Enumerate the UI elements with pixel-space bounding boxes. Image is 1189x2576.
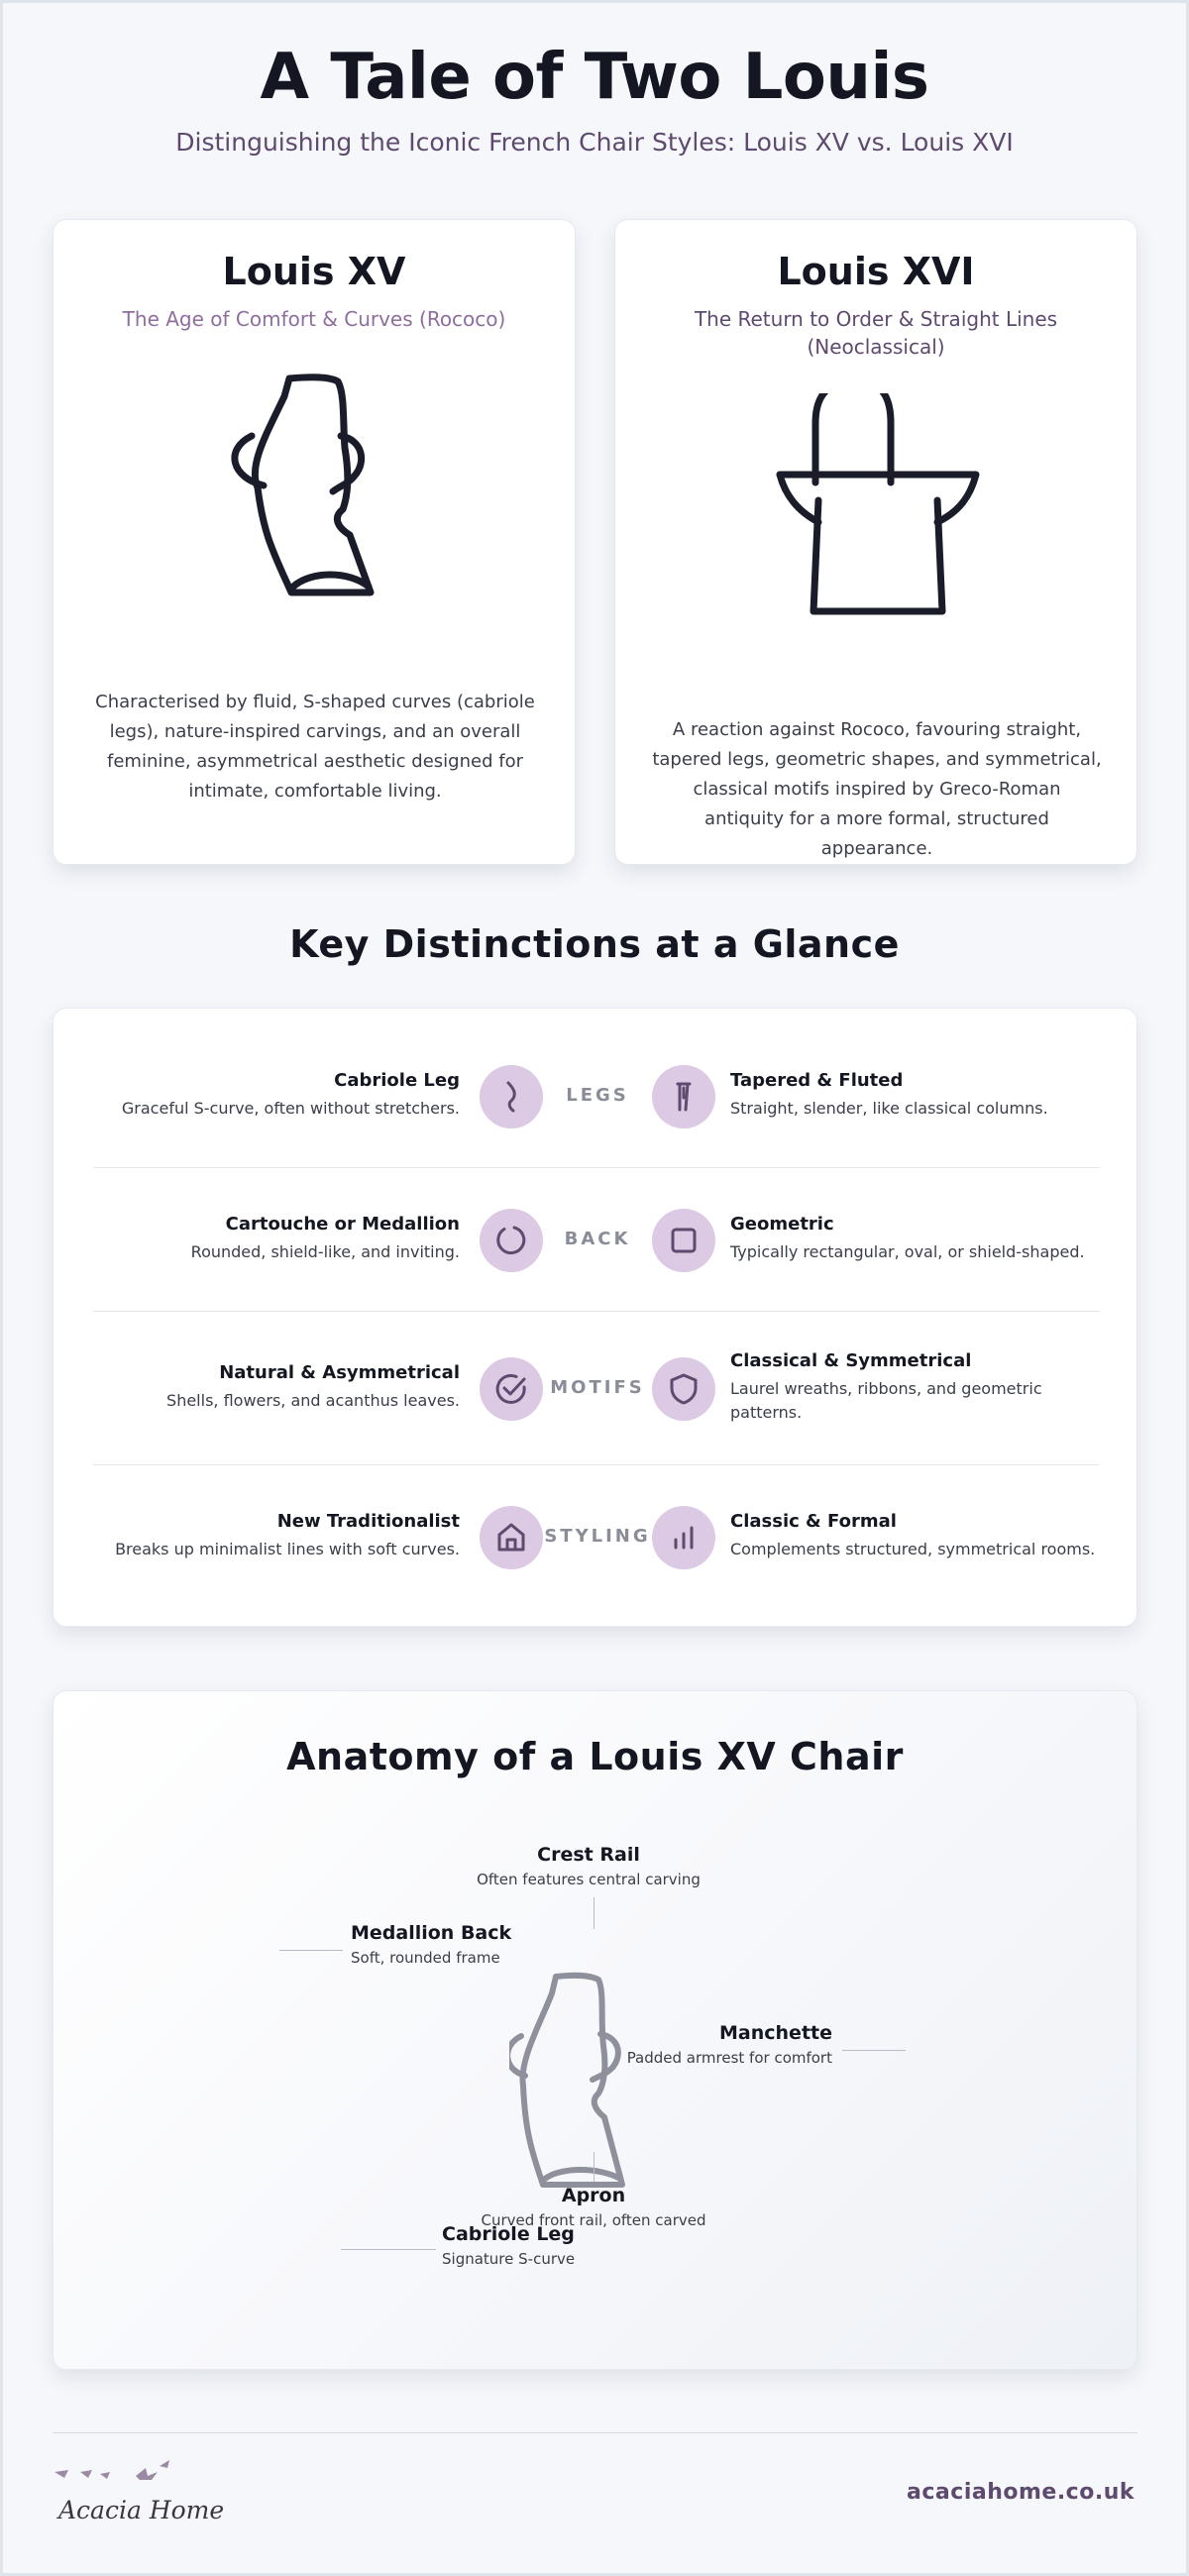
- label-crest-rail: [440, 1844, 737, 1888]
- style-description: A reaction against Rococo, favouring straight, tapered legs, geometric shapes, and symmetrical, classical motifs inspired by Greco-Roman antiquity for a more formal, structured appearance.: [652, 719, 1102, 859]
- feature-title: Classic & Formal: [730, 1511, 897, 1532]
- feature-title: New Traditionalist: [276, 1511, 460, 1532]
- distinction-row-legs: [54, 1065, 1136, 1134]
- label-medallion-back: [351, 1922, 608, 1967]
- feature-title: Classical & Symmetrical: [730, 1350, 972, 1371]
- page-subtitle: Distinguishing the Iconic French Chair Styles: Louis XV vs. Louis XVI: [175, 128, 1014, 157]
- louis-xv-feature: [44, 1214, 460, 1264]
- label-cabriole-leg: [442, 2223, 680, 2268]
- louis-xvi-chair-icon: [615, 393, 1138, 691]
- style-era: The Return to Order & Straight Lines (Neoclassical): [694, 307, 1058, 359]
- feature-desc: Shells, flowers, and acanthus leaves.: [166, 1391, 460, 1410]
- category-label: BACK: [564, 1229, 631, 1249]
- category-label: MOTIFS: [550, 1377, 645, 1398]
- label-desc: Padded armrest for comfort: [626, 2049, 832, 2067]
- header: [3, 41, 1186, 157]
- louis-xv-chair-icon: [54, 369, 577, 666]
- category-label: LEGS: [566, 1085, 629, 1106]
- feature-title: Geometric: [730, 1214, 834, 1234]
- bird-icon: [53, 2460, 191, 2500]
- louis-xv-card: [53, 219, 576, 865]
- style-era: The Age of Comfort & Curves (Rococo): [122, 307, 506, 331]
- label-desc: Soft, rounded frame: [351, 1949, 500, 1967]
- louis-xvi-feature: [730, 1350, 1112, 1425]
- louis-xv-feature: [44, 1362, 460, 1413]
- style-name: Louis XVI: [777, 250, 975, 293]
- anatomy-title: Anatomy of a Louis XV Chair: [286, 1735, 904, 1778]
- anatomy-card: [53, 1690, 1137, 2370]
- leader-line: [279, 1950, 343, 1951]
- louis-xvi-feature: [730, 1070, 1112, 1121]
- home-icon: [480, 1506, 543, 1569]
- leader-line: [842, 2050, 906, 2051]
- footer-divider: [53, 2432, 1137, 2433]
- louis-xv-feature: [44, 1511, 460, 1561]
- louis-xv-feature: [44, 1070, 460, 1121]
- label-name: Apron: [561, 2185, 626, 2206]
- website-link[interactable]: acaciahome.co.uk: [907, 2480, 1135, 2505]
- row-divider: [93, 1167, 1099, 1168]
- fluted-leg-icon: [652, 1065, 715, 1128]
- section-title: Key Distinctions at a Glance: [289, 922, 900, 966]
- row-divider: [93, 1311, 1099, 1312]
- square-icon: [652, 1209, 715, 1272]
- shield-icon: [652, 1357, 715, 1421]
- style-description: Characterised by fluid, S-shaped curves (cabriole legs), nature-inspired carvings, and an overall feminine, asymmetrical aesthetic designed for intimate, comfortable living.: [95, 692, 535, 802]
- distinction-row-back: [54, 1209, 1136, 1278]
- feature-desc: Breaks up minimalist lines with soft curves.: [115, 1540, 460, 1558]
- feature-title: Cabriole Leg: [334, 1070, 460, 1091]
- style-name: Louis XV: [222, 250, 406, 293]
- bar-chart-icon: [652, 1506, 715, 1569]
- acacia-home-logo[interactable]: [53, 2460, 225, 2524]
- louis-xvi-feature: [730, 1511, 1112, 1561]
- page: [3, 3, 1186, 2573]
- s-curve-leg-icon: [480, 1065, 543, 1128]
- feature-title: Natural & Asymmetrical: [219, 1362, 460, 1383]
- label-desc: Signature S-curve: [442, 2250, 576, 2268]
- feature-desc: Graceful S-curve, often without stretchers.: [121, 1099, 460, 1118]
- check-circle-icon: [480, 1357, 543, 1421]
- label-name: Crest Rail: [537, 1844, 640, 1866]
- distinctions-card: [53, 1008, 1137, 1627]
- logo-text: Acacia Home: [58, 2496, 225, 2524]
- feature-desc: Straight, slender, like classical columns.: [730, 1099, 1048, 1118]
- category-label: STYLING: [544, 1526, 651, 1547]
- leader-line: [341, 2249, 436, 2250]
- feature-title: Cartouche or Medallion: [225, 1214, 460, 1234]
- page-title: A Tale of Two Louis: [260, 41, 929, 114]
- feature-desc: Laurel wreaths, ribbons, and geometric patterns.: [730, 1379, 1042, 1422]
- feature-desc: Typically rectangular, oval, or shield-shaped.: [730, 1242, 1085, 1261]
- anatomy-chair-icon: [509, 1967, 668, 2195]
- label-name: Cabriole Leg: [442, 2223, 575, 2245]
- louis-xvi-feature: [730, 1214, 1112, 1264]
- distinction-row-styling: [54, 1506, 1136, 1575]
- label-name: Manchette: [719, 2022, 832, 2044]
- label-manchette: [608, 2022, 832, 2067]
- label-desc: Curved front rail, often carved: [481, 2211, 706, 2229]
- row-divider: [93, 1464, 1099, 1465]
- label-name: Medallion Back: [351, 1922, 512, 1944]
- label-desc: Often features central carving: [477, 1871, 701, 1888]
- distinction-row-motifs: [54, 1350, 1136, 1427]
- feature-title: Tapered & Fluted: [730, 1070, 904, 1091]
- feature-desc: Rounded, shield-like, and inviting.: [190, 1242, 460, 1261]
- medallion-circle-icon: [480, 1209, 543, 1272]
- louis-xvi-card: [614, 219, 1137, 865]
- feature-desc: Complements structured, symmetrical rooms.: [730, 1540, 1096, 1558]
